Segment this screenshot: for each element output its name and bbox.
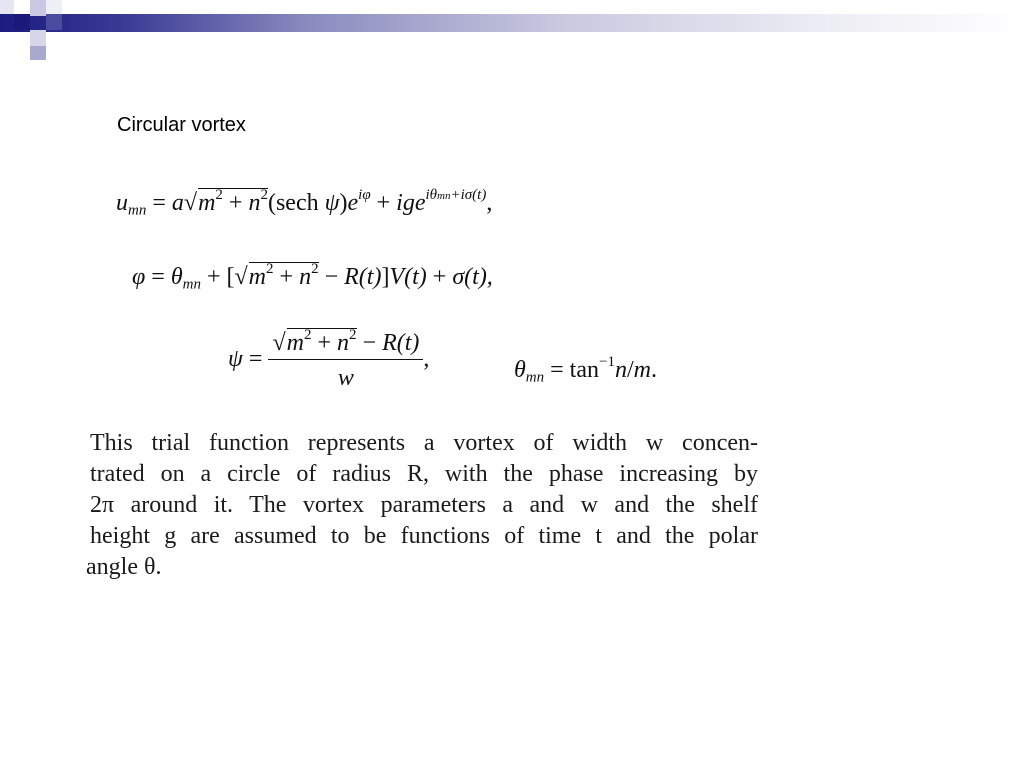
sqrt-sign: √: [272, 330, 286, 356]
eq-op: +: [426, 264, 453, 290]
decor-square: [30, 30, 46, 46]
paragraph-line: 2π around it. The vortex parameters a and w and the shelf: [90, 492, 758, 518]
radicand: [249, 262, 319, 289]
equation-psi: [228, 328, 429, 390]
eq-sup: iφ: [358, 186, 371, 203]
eq-sup: 2: [215, 186, 223, 203]
eq-sup-part: +iσ(t): [450, 186, 487, 203]
eq-symbol: V: [389, 264, 405, 290]
paragraph-line: trated on a circle of radius R, with the phase increasing by: [90, 461, 758, 487]
eq-symbol: n: [248, 190, 261, 216]
eq-sub: mn: [525, 369, 545, 386]
radicand: [287, 328, 357, 355]
description-paragraph: [86, 428, 758, 583]
eq-symbol: θ: [514, 357, 526, 383]
eq-arg: (t): [396, 330, 420, 356]
eq-op: ): [339, 190, 348, 216]
eq-symbol: σ: [452, 264, 465, 290]
eq-op: =: [145, 264, 171, 290]
eq-sup: 2: [266, 260, 274, 277]
slide-title: Circular vortex: [117, 114, 246, 136]
eq-punct: ,: [423, 346, 430, 372]
eq-op: =: [242, 346, 269, 372]
eq-symbol: ψ: [324, 190, 340, 216]
decor-square: [0, 0, 14, 14]
eq-arg: (t): [358, 264, 382, 290]
eq-op: +: [370, 190, 397, 216]
eq-op: −: [356, 330, 383, 356]
eq-symbol: n: [614, 357, 627, 383]
eq-sup: 2: [303, 326, 312, 343]
eq-op: = tan: [544, 357, 599, 383]
eq-arg: (t): [404, 264, 427, 290]
equation-umn: [116, 186, 493, 219]
decor-square: [30, 0, 46, 16]
eq-sup: −1: [599, 353, 615, 370]
eq-sup: [426, 187, 487, 203]
eq-symbol: e: [347, 190, 359, 216]
eq-punct: .: [650, 357, 657, 383]
eq-punct: ,: [486, 190, 493, 216]
fraction: [268, 328, 423, 390]
eq-sup-part: iθ: [425, 186, 438, 203]
eq-op: + [: [200, 264, 235, 290]
eq-sub: mn: [182, 276, 201, 293]
eq-symbol: n: [337, 330, 350, 356]
eq-symbol: θ: [170, 264, 183, 290]
eq-symbol: u: [116, 190, 128, 216]
paragraph-line: height g are assumed to be functions of time t and the polar: [90, 523, 758, 549]
eq-op: /: [626, 357, 634, 383]
decor-square: [30, 46, 46, 60]
sqrt-sign: √: [234, 264, 248, 290]
decor-square: [14, 14, 30, 30]
header-gradient-bar: [0, 14, 1024, 32]
eq-op: =: [146, 190, 172, 216]
eq-sup: 2: [260, 186, 268, 203]
eq-sup: 2: [349, 326, 357, 343]
eq-sub: mn: [128, 202, 147, 219]
eq-symbol: n: [299, 264, 312, 290]
eq-func: (sech: [267, 190, 325, 216]
eq-symbol: m: [198, 190, 216, 216]
eq-symbol: R: [344, 264, 359, 290]
eq-op: +: [273, 264, 300, 290]
eq-symbol: ψ: [228, 346, 243, 372]
eq-op: ]: [381, 264, 390, 290]
eq-op: +: [222, 190, 249, 216]
eq-symbol: m: [248, 264, 267, 290]
sqrt-sign: √: [183, 190, 198, 216]
eq-symbol: ige: [396, 190, 426, 216]
eq-sup-sub: mn: [437, 189, 451, 202]
eq-arg: (t),: [464, 264, 493, 290]
decor-square: [46, 14, 62, 30]
radicand: [198, 188, 268, 215]
eq-op: +: [311, 330, 338, 356]
eq-symbol: m: [633, 357, 651, 383]
eq-symbol: a: [171, 190, 184, 216]
eq-symbol: φ: [132, 264, 146, 290]
paragraph-line: This trial function represents a vortex of width w concen-: [90, 430, 758, 456]
equation-theta: [514, 353, 657, 386]
equation-phi: [132, 260, 493, 293]
paragraph-line: angle θ.: [86, 554, 162, 580]
eq-op: −: [318, 264, 345, 290]
eq-symbol: R: [382, 330, 397, 356]
fraction-denominator: w: [337, 365, 354, 391]
fraction-numerator: [268, 328, 423, 360]
eq-symbol: m: [286, 330, 304, 356]
eq-sup: 2: [311, 260, 319, 277]
